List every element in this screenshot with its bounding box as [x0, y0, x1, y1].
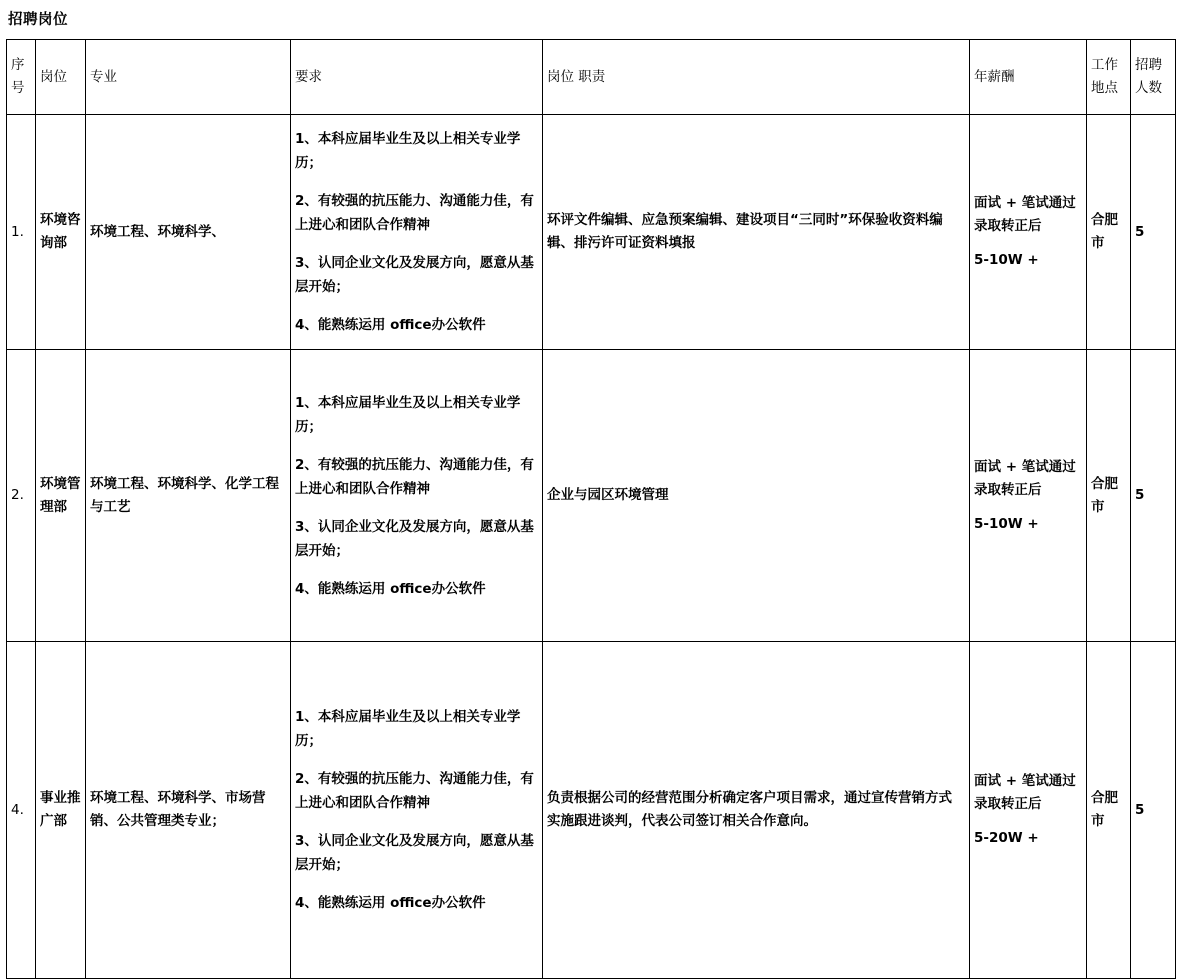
- cell-post: 环境管理部: [36, 350, 86, 642]
- cell-requirement: [291, 642, 543, 979]
- pay-condition: 面试 + 笔试通过录取转正后: [974, 458, 1076, 498]
- column-header-location: 工作地点: [1087, 40, 1131, 115]
- cell-location: 合肥市: [1087, 350, 1131, 642]
- requirement-item: 3、认同企业文化及发展方向，愿意从基层开始；: [295, 255, 534, 295]
- requirement-item: 2、有较强的抗压能力、沟通能力佳，有上进心和团队合作精神: [295, 193, 534, 233]
- requirement-item: 4、能熟练运用 office办公软件: [295, 895, 486, 911]
- cell-index: 2.: [7, 350, 36, 642]
- pay-range: 5-10W +: [974, 515, 1039, 532]
- cell-pay: [970, 350, 1087, 642]
- cell-post: 事业推广部: [36, 642, 86, 979]
- cell-major: 环境工程、环境科学、市场营销、公共管理类专业；: [86, 642, 291, 979]
- requirement-item: 4、能熟练运用 office办公软件: [295, 317, 486, 333]
- cell-pay: [970, 642, 1087, 979]
- cell-location: 合肥市: [1087, 642, 1131, 979]
- cell-requirement: [291, 115, 543, 350]
- cell-major: 环境工程、环境科学、: [86, 115, 291, 350]
- pay-condition: 面试 + 笔试通过录取转正后: [974, 195, 1076, 234]
- pay-condition: 面试 + 笔试通过录取转正后: [974, 773, 1076, 812]
- cell-index: 1.: [7, 115, 36, 350]
- requirement-item: 1、本科应届毕业生及以上相关专业学历；: [295, 394, 521, 435]
- page-title: 招聘岗位: [8, 12, 68, 28]
- requirement-item: 3、认同企业文化及发展方向，愿意从基层开始；: [295, 833, 534, 873]
- cell-count: 5: [1131, 642, 1176, 979]
- spacer: [974, 816, 1082, 827]
- requirement-item: 2、有较强的抗压能力、沟通能力佳，有上进心和团队合作精神: [295, 456, 534, 497]
- cell-pay: [970, 115, 1087, 350]
- cell-major: 环境工程、环境科学、化学工程与工艺: [86, 350, 291, 642]
- cell-requirement: [291, 350, 543, 642]
- requirement-item: 4、能熟练运用 office办公软件: [295, 580, 486, 597]
- cell-location: 合肥市: [1087, 115, 1131, 350]
- table-row: [7, 350, 1176, 642]
- column-header-major: 专业: [86, 40, 291, 115]
- requirement-item: 3、认同企业文化及发展方向，愿意从基层开始；: [295, 518, 534, 559]
- requirement-item: 2、有较强的抗压能力、沟通能力佳，有上进心和团队合作精神: [295, 771, 534, 811]
- requirement-item: 1、本科应届毕业生及以上相关专业学历；: [295, 709, 521, 749]
- table-header-row: [7, 40, 1176, 115]
- column-header-count: 招聘人数: [1131, 40, 1176, 115]
- recruitment-table: [6, 39, 1176, 979]
- column-header-post: 岗位: [36, 40, 86, 115]
- column-header-duty: 岗位 职责: [543, 40, 970, 115]
- column-header-index: 序号: [7, 40, 36, 115]
- requirement-item: 1、本科应届毕业生及以上相关专业学历；: [295, 131, 521, 171]
- pay-range: 5-20W +: [974, 830, 1039, 846]
- column-header-pay: 年薪酬: [970, 40, 1087, 115]
- cell-duty: 环评文件编辑、应急预案编辑、建设项目“三同时”环保验收资料编辑、排污许可证资料填报: [543, 115, 970, 350]
- cell-count: 5: [1131, 115, 1176, 350]
- table-row: [7, 642, 1176, 979]
- cell-count: 5: [1131, 350, 1176, 642]
- cell-post: 环境咨询部: [36, 115, 86, 350]
- pay-range: 5-10W +: [974, 252, 1039, 268]
- table-row: [7, 115, 1176, 350]
- column-header-requirement: 要求: [291, 40, 543, 115]
- cell-duty: 负责根据公司的经营范围分析确定客户项目需求，通过宣传营销方式实施跟进谈判，代表公司签订相关合作意向。: [543, 642, 970, 979]
- spacer: [974, 238, 1082, 249]
- cell-index: 4.: [7, 642, 36, 979]
- cell-duty: 企业与园区环境管理: [543, 350, 970, 642]
- spacer: [974, 502, 1082, 513]
